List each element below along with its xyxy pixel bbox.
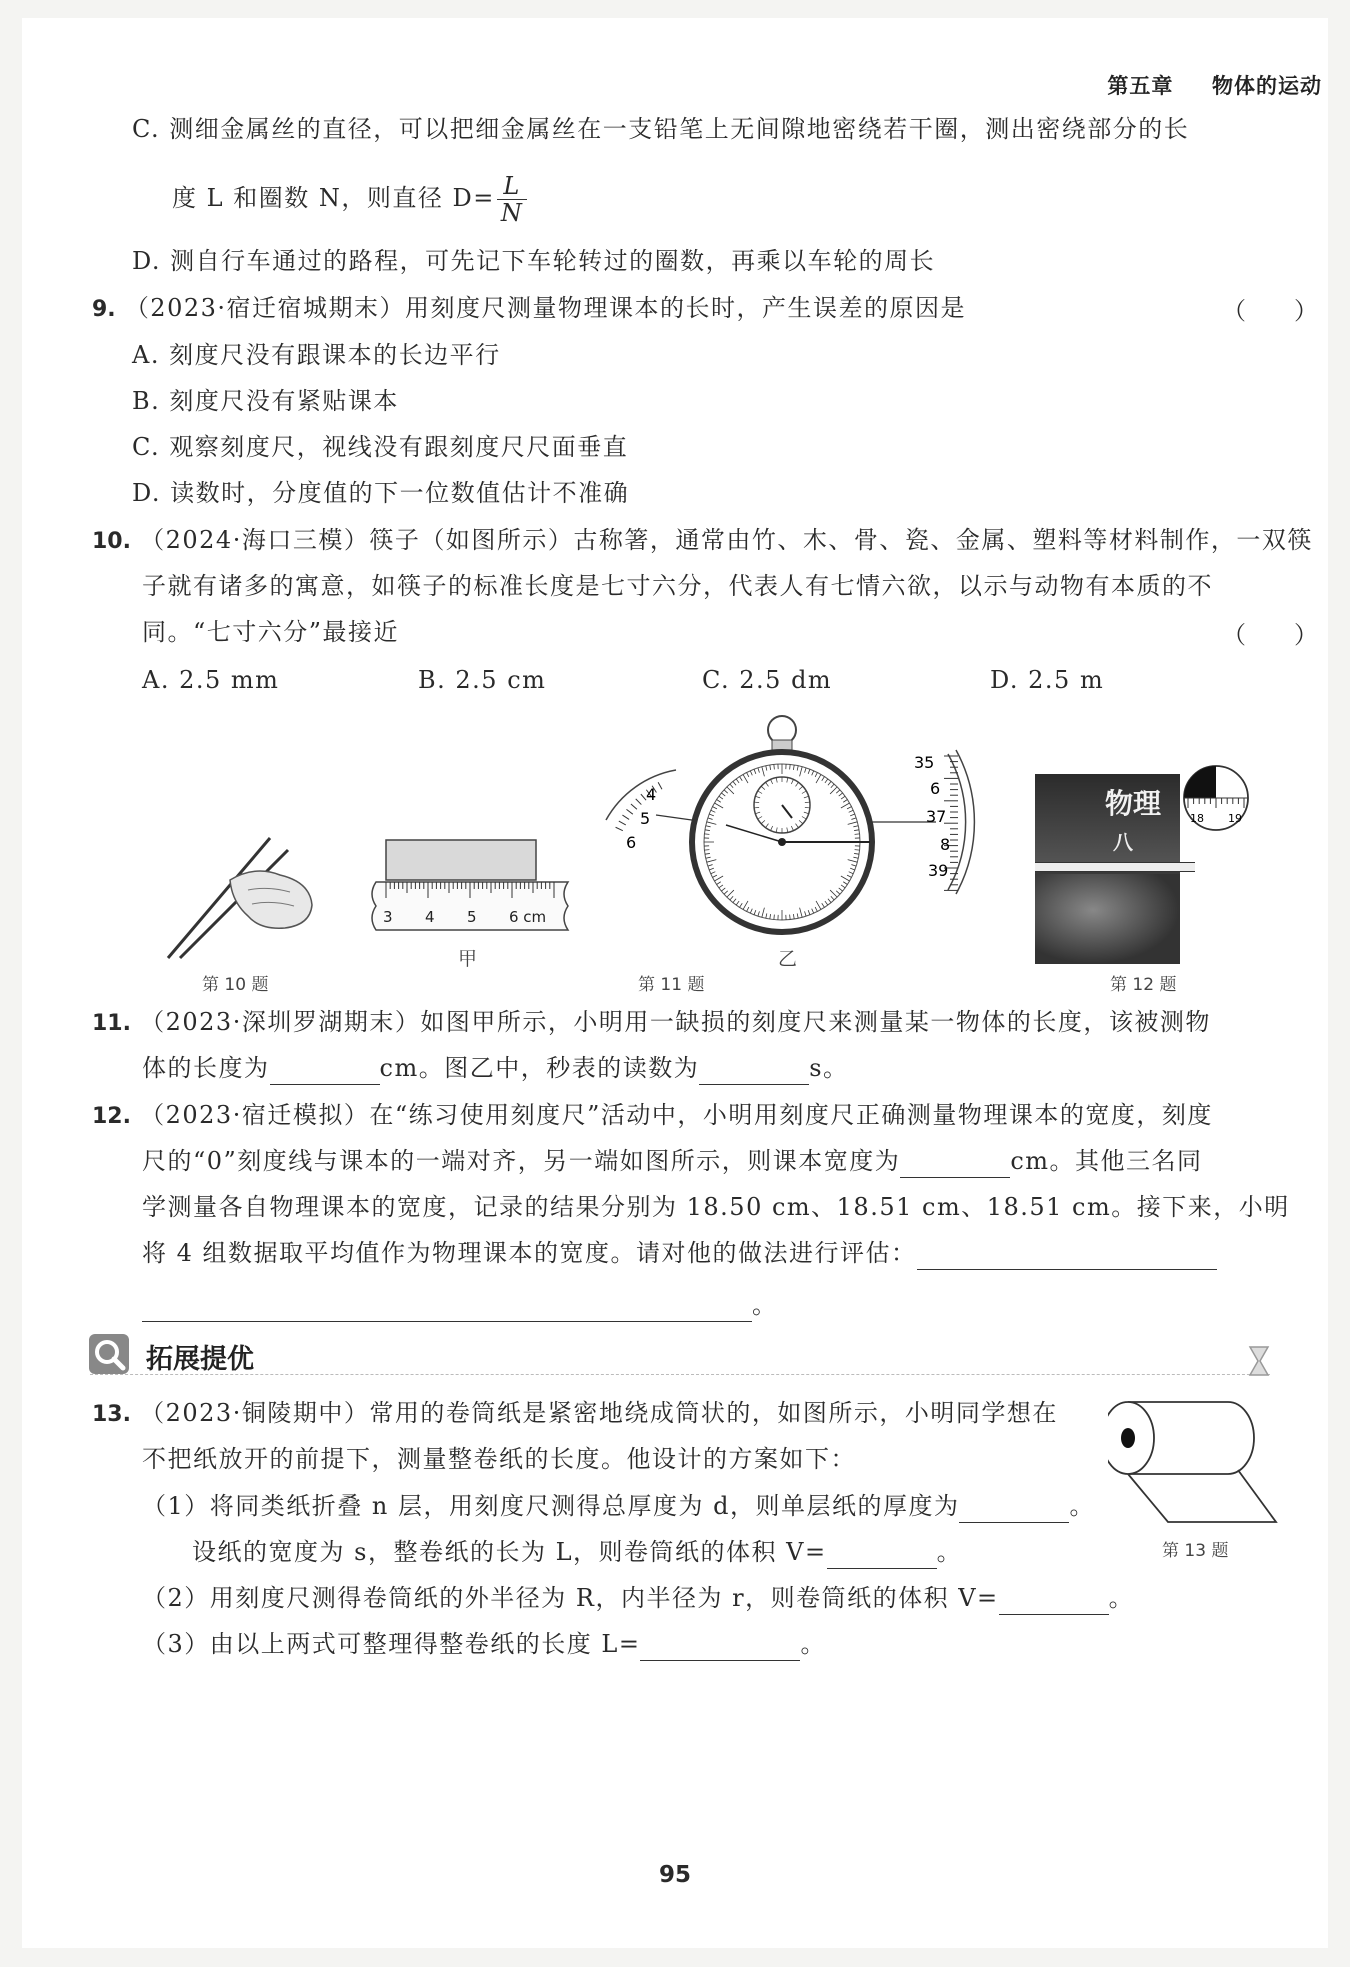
q11-blank-seconds[interactable] [699, 1058, 809, 1085]
ruler-label-5: 5 [467, 908, 477, 926]
q12-blank-evaluation-1[interactable] [917, 1243, 1217, 1270]
running-header [1107, 70, 1322, 100]
q12-blank-width[interactable] [900, 1151, 1010, 1178]
q11-text-a: 体的长度为 [142, 1054, 270, 1082]
textbook-title: 物理 [1105, 787, 1162, 820]
q10-option-a: A. 2.5 mm [142, 666, 280, 694]
fraction-numerator: L [497, 173, 528, 200]
chopsticks-hand-figure [160, 820, 320, 960]
q12-line5 [142, 1288, 778, 1322]
q12-blank-evaluation-2[interactable] [142, 1295, 752, 1322]
q13-blank-length[interactable] [640, 1634, 800, 1661]
q11-line1-text: （2023·深圳罗湖期末）如图甲所示，小明用一缺损的刻度尺来测量某一物体的长度，该被测物 [140, 1008, 1211, 1036]
scale-label-37: 37 [926, 807, 947, 826]
page-number: 95 [658, 1862, 691, 1888]
q8-option-d: D. 测自行车通过的路程，可先记下车轮转过的圈数，再乘以车轮的周长 [132, 247, 936, 275]
q13-part1-end: 。 [1069, 1492, 1095, 1520]
q13-line2: 不把纸放开的前提下，测量整卷纸的长度。他设计的方案如下： [142, 1445, 856, 1473]
q10-option-c: C. 2.5 dm [702, 666, 833, 694]
q12-line4 [142, 1236, 1217, 1270]
textbook-subtitle: 八 [1113, 830, 1133, 854]
scale-label-39: 39 [928, 861, 949, 880]
q13-part3 [142, 1627, 826, 1661]
q13-part2-end: 。 [1108, 1584, 1135, 1612]
caption-q10: 第 10 题 [202, 975, 269, 995]
dial-label-4: 4 [646, 785, 657, 804]
textbook-photo [1035, 774, 1180, 964]
tick-mark [704, 834, 709, 835]
stopwatch-figure [596, 710, 986, 955]
q13-part1 [142, 1489, 1095, 1523]
q13-line1-text: （2023·铜陵期中）常用的卷筒纸是紧密地绕成筒状的，如图所示，小明同学想在 [140, 1399, 1058, 1427]
q13-part1-text: （1）将同类纸折叠 n 层，用刻度尺测得总厚度为 d，则单层纸的厚度为 [142, 1492, 960, 1520]
section-title: 拓展提优 [146, 1344, 254, 1375]
tick-mark [658, 782, 662, 789]
ruler-label-4: 4 [425, 908, 435, 926]
q13-part3-text: （3）由以上两式可整理得整卷纸的长度 L= [142, 1630, 641, 1658]
caption-q11: 第 11 题 [638, 975, 705, 995]
tick-mark [619, 821, 626, 825]
q12-end-mark: 。 [752, 1291, 778, 1319]
q9-stem-text: （2023·宿迁宿城期末）用刻度尺测量物理课本的长时，产生误差的原因是 [124, 294, 967, 322]
q13-part2 [142, 1581, 1134, 1615]
q10-line3: 同。“七寸六分”最接近 [142, 618, 400, 646]
q9-option-b: B. 刻度尺没有紧贴课本 [132, 387, 399, 415]
q12-line1 [92, 1098, 1213, 1134]
dial-label-6: 6 [626, 833, 637, 852]
q12-text-b: cm。其他三名同 [1010, 1147, 1203, 1175]
tick-mark [636, 799, 642, 805]
q9-answer-paren[interactable]: （ ） [1222, 297, 1318, 325]
ruler-label-6cm: 6 cm [509, 908, 547, 926]
tick-mark [616, 827, 623, 830]
q12-line4-text: 将 4 组数据取平均值作为物理课本的宽度。请对他的做法进行评估： [142, 1239, 917, 1267]
textbook-cover-bottom [1035, 874, 1180, 964]
q12-line1-text: （2023·宿迁模拟）在“练习使用刻度尺”活动中，小明用刻度尺正确测量物理课本的宽度，刻度 [140, 1101, 1213, 1129]
q10-answer-paren[interactable]: （ ） [1222, 621, 1318, 649]
second-scale-arc [948, 754, 966, 890]
q11-number: 11. [92, 1011, 131, 1036]
scale-label-35: 35 [914, 753, 935, 772]
q13-blank-volume-1[interactable] [827, 1542, 937, 1569]
q13-part2-text: （2）用刻度尺测得卷筒纸的外半径为 R，内半径为 r，则卷筒纸的体积 V= [142, 1584, 999, 1612]
unrolled-sheet [1128, 1470, 1276, 1522]
magnified-ruler-inset [1178, 762, 1258, 837]
tick-mark [704, 850, 709, 851]
magnifier-icon [88, 1333, 130, 1375]
q9-option-a: A. 刻度尺没有跟课本的长边平行 [132, 341, 501, 369]
q8-option-c-line1: C. 测细金属丝的直径，可以把细金属丝在一支铅笔上无间隙地密绕若干圈，测出密绕部分的长 [132, 115, 1190, 143]
q8-option-c-text: 度 L 和圈数 N，则直径 D= [172, 184, 495, 212]
q10-line1-text: （2024·海口三模）筷子（如图所示）古称箸，通常由竹、木、骨、瓷、金属、塑料等材料制作，一双筷 [140, 526, 1313, 554]
q10-number: 10. [92, 529, 131, 554]
q13-number: 13. [92, 1402, 131, 1427]
q11-line1 [92, 1005, 1211, 1041]
q8-option-c-line2 [172, 170, 527, 226]
q9-option-c: C. 观察刻度尺，视线没有跟刻度尺尺面垂直 [132, 433, 629, 461]
q10-option-d: D. 2.5 m [990, 666, 1105, 694]
tick-mark [774, 915, 775, 920]
q9-stem [92, 291, 966, 327]
chapter-title: 物体的运动 [1212, 74, 1322, 98]
q13-part1-cont-text: 设纸的宽度为 s，整卷纸的长为 L，则卷筒纸的体积 V= [192, 1538, 827, 1566]
q10-option-b: B. 2.5 cm [418, 666, 547, 694]
fraction-denominator: N [500, 199, 524, 227]
q13-line1 [92, 1396, 1058, 1432]
tick-mark [790, 764, 791, 769]
q9-option-d: D. 读数时，分度值的下一位数值估计不准确 [132, 479, 630, 507]
dial-label-5: 5 [640, 809, 651, 828]
paper-roll-figure [1108, 1390, 1288, 1530]
q10-line1 [92, 523, 1313, 559]
tick-mark [855, 834, 860, 835]
scale-label-8: 8 [940, 835, 951, 854]
decorative-hourglass-icon [1244, 1343, 1274, 1379]
ruler-strip [1035, 862, 1195, 872]
caption-q12: 第 12 题 [1110, 975, 1177, 995]
q13-part1-cont-end: 。 [936, 1538, 963, 1566]
q12-number: 12. [92, 1104, 131, 1129]
tick-mark [774, 764, 775, 769]
tick-mark [855, 850, 860, 851]
q13-blank-volume-2[interactable] [999, 1588, 1109, 1615]
q12-line3: 学测量各自物理课本的宽度，记录的结果分别为 18.50 cm、18.51 cm、18.51 cm。接下来，小明 [142, 1193, 1290, 1221]
q9-number: 9. [92, 297, 116, 322]
q11-text-c: s。 [809, 1054, 849, 1082]
roll-core [1121, 1428, 1135, 1448]
q11-line2 [142, 1051, 849, 1085]
q13-part1-cont [192, 1535, 962, 1569]
q10-line2: 子就有诸多的寓意，如筷子的标准长度是七寸六分，代表人有七情六欲，以示与动物有本质的不 [142, 572, 1213, 600]
q12-line2 [142, 1144, 1203, 1178]
q13-blank-thickness[interactable] [959, 1496, 1069, 1523]
tick-mark [631, 804, 637, 809]
tick-mark [622, 815, 629, 819]
label-jia: 甲 [458, 948, 478, 970]
caption-q13: 第 13 题 [1162, 1541, 1229, 1561]
tick-mark [626, 809, 632, 814]
mag-label-19: 19 [1228, 812, 1242, 825]
measured-block [386, 840, 536, 880]
q11-text-b: cm。图乙中，秒表的读数为 [379, 1054, 700, 1082]
q12-text-a: 尺的“0”刻度线与课本的一端对齐，另一端如图所示，则课本宽度为 [142, 1147, 901, 1175]
fraction-l-over-n [497, 173, 528, 226]
label-yi: 乙 [778, 948, 798, 970]
broken-ruler-figure [368, 838, 578, 938]
mag-label-18: 18 [1190, 812, 1204, 825]
chapter-label: 第五章 [1107, 74, 1174, 98]
tick-mark [790, 915, 791, 920]
q13-part3-end: 。 [800, 1630, 826, 1658]
section-divider [90, 1374, 1270, 1375]
scale-label-6: 6 [930, 779, 941, 798]
ruler-label-3: 3 [383, 908, 393, 926]
q11-blank-length[interactable] [270, 1058, 380, 1085]
